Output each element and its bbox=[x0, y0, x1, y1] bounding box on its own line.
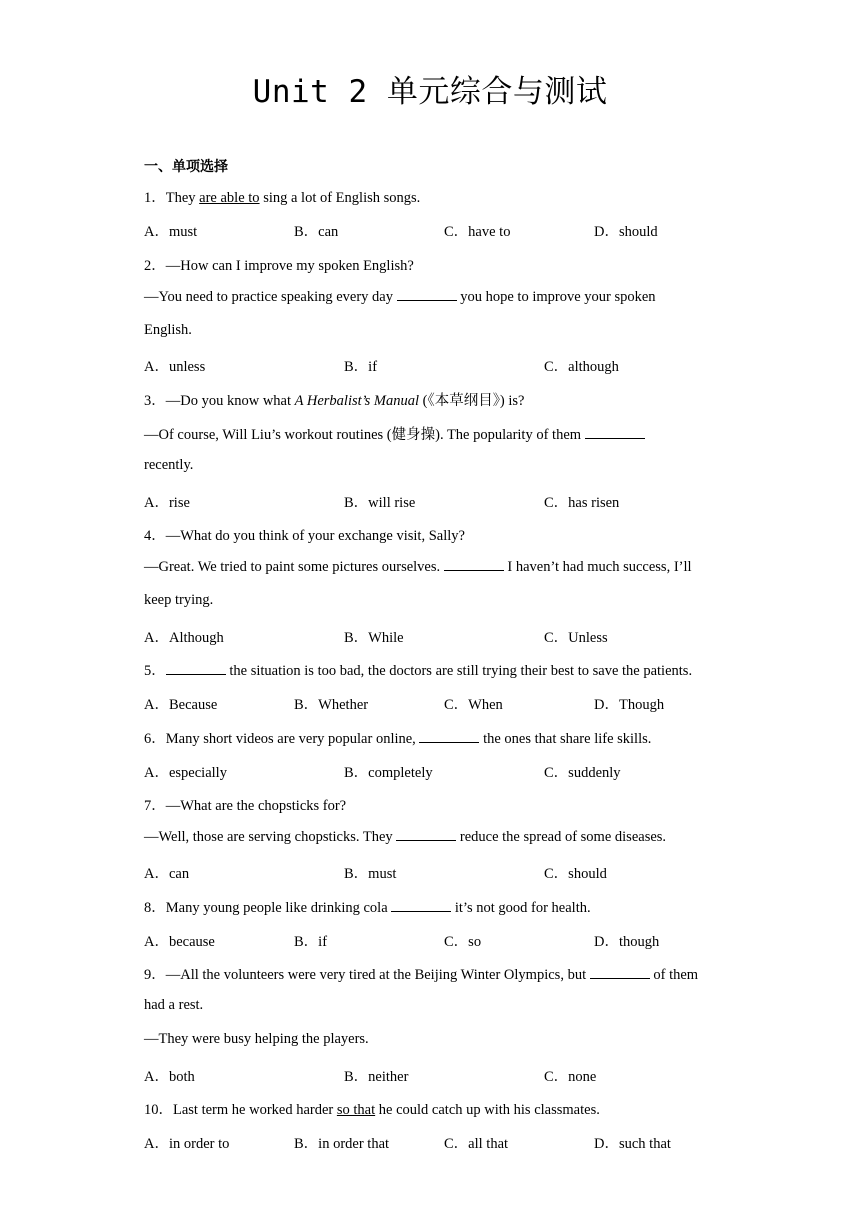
option-a: A．Because bbox=[144, 697, 218, 713]
question-text: 3．—Do you know what bbox=[144, 393, 295, 409]
option-b: B．While bbox=[344, 630, 404, 646]
option-c: C．so bbox=[444, 934, 482, 950]
question-text: (《本草纲目》) is? bbox=[418, 393, 525, 409]
option-c: C．suddenly bbox=[544, 765, 621, 781]
question-9-line: had a rest. bbox=[144, 997, 204, 1013]
option-d: D．though bbox=[594, 934, 660, 950]
question-4-line: keep trying. bbox=[144, 592, 214, 608]
option-b: B．in order that bbox=[294, 1136, 390, 1152]
option-b: B．completely bbox=[344, 765, 433, 781]
answer-blank bbox=[166, 662, 226, 675]
option-b: B．Whether bbox=[294, 697, 369, 713]
option-d: D．such that bbox=[594, 1136, 671, 1152]
answer-blank bbox=[585, 426, 645, 439]
option-c: C．When bbox=[444, 697, 503, 713]
question-text: it’s not good for health. bbox=[451, 900, 591, 916]
question-1 bbox=[144, 186, 420, 207]
question-text: the ones that share life skills. bbox=[479, 731, 652, 747]
option-a: A．because bbox=[144, 934, 215, 950]
section-heading: 一、单项选择 bbox=[144, 159, 228, 175]
question-number: 1． bbox=[144, 190, 166, 206]
option-c: C．although bbox=[544, 359, 619, 375]
question-text: 6．Many short videos are very popular online, bbox=[144, 731, 420, 747]
option-a: A．must bbox=[144, 224, 198, 240]
option-c: C．have to bbox=[444, 224, 511, 240]
question-text: the situation is too bad, the doctors are still trying their best to save the patients. bbox=[225, 663, 693, 679]
option-c: C．all that bbox=[444, 1136, 509, 1152]
question-9-line: —They were busy helping the players. bbox=[144, 1031, 369, 1047]
question-text: —Of course, Will Liu’s workout routines (健身操). The popularity of them bbox=[144, 427, 585, 443]
question-3-line bbox=[144, 423, 645, 444]
option-b: B．if bbox=[294, 934, 328, 950]
question-text: of them bbox=[649, 967, 699, 983]
option-c: C．should bbox=[544, 866, 607, 882]
question-number: 5． bbox=[144, 663, 166, 679]
question-2-line bbox=[144, 288, 656, 306]
question-4: 4．—What do you think of your exchange visit, Sally? bbox=[144, 528, 465, 544]
question-6 bbox=[144, 727, 651, 748]
option-d: D．Though bbox=[594, 697, 665, 713]
question-text: 10．Last term he worked harder bbox=[144, 1102, 337, 1118]
answer-blank bbox=[397, 288, 457, 301]
question-2-line: English. bbox=[144, 322, 192, 338]
question-text: —Well, those are serving chopsticks. They bbox=[144, 829, 397, 845]
question-text: 9．—All the volunteers were very tired at the Beijing Winter Olympics, but bbox=[144, 967, 590, 983]
question-text: you hope to improve your spoken bbox=[456, 289, 656, 305]
question-3 bbox=[144, 389, 525, 410]
question-2: 2．—How can I improve my spoken English? bbox=[144, 258, 414, 274]
option-a: A．unless bbox=[144, 359, 206, 375]
question-9 bbox=[144, 963, 698, 984]
book-title: A Herbalist’s Manual bbox=[294, 393, 419, 409]
answer-blank bbox=[419, 730, 479, 743]
question-4-line bbox=[144, 558, 692, 576]
question-text: sing a lot of English songs. bbox=[259, 190, 421, 206]
question-5 bbox=[144, 659, 692, 680]
underlined-phrase: are able to bbox=[199, 190, 260, 206]
question-text: They bbox=[165, 190, 200, 206]
question-7: 7．—What are the chopsticks for? bbox=[144, 798, 347, 814]
underlined-phrase: so that bbox=[336, 1102, 376, 1118]
option-a: A．Although bbox=[144, 630, 224, 646]
question-text: 8．Many young people like drinking cola bbox=[144, 900, 392, 916]
option-c: C．none bbox=[544, 1069, 597, 1085]
option-a: A．both bbox=[144, 1069, 195, 1085]
answer-blank bbox=[391, 899, 451, 912]
answer-blank bbox=[444, 558, 504, 571]
question-8 bbox=[144, 896, 591, 917]
option-d: D．should bbox=[594, 224, 658, 240]
question-text: —You need to practice speaking every day bbox=[144, 289, 397, 305]
question-text: —Great. We tried to paint some pictures ourselves. bbox=[144, 559, 444, 575]
option-c: C．has risen bbox=[544, 495, 620, 511]
question-10 bbox=[144, 1098, 600, 1119]
question-7-line bbox=[144, 828, 666, 846]
question-text: I haven’t had much success, I’ll bbox=[503, 559, 692, 575]
option-a: A．especially bbox=[144, 765, 227, 781]
page-title: Unit 2 单元综合与测试 bbox=[252, 74, 608, 110]
option-b: B．if bbox=[344, 359, 378, 375]
option-a: A．in order to bbox=[144, 1136, 230, 1152]
option-a: A．can bbox=[144, 866, 190, 882]
answer-blank bbox=[396, 828, 456, 841]
question-text: reduce the spread of some diseases. bbox=[456, 829, 667, 845]
option-c: C．Unless bbox=[544, 630, 608, 646]
option-b: B．will rise bbox=[344, 495, 416, 511]
option-b: B．neither bbox=[344, 1069, 409, 1085]
question-3-line: recently. bbox=[144, 457, 194, 473]
question-text: he could catch up with his classmates. bbox=[375, 1102, 600, 1118]
option-a: A．rise bbox=[144, 495, 190, 511]
answer-blank bbox=[590, 966, 650, 979]
option-b: B．must bbox=[344, 866, 397, 882]
option-b: B．can bbox=[294, 224, 339, 240]
